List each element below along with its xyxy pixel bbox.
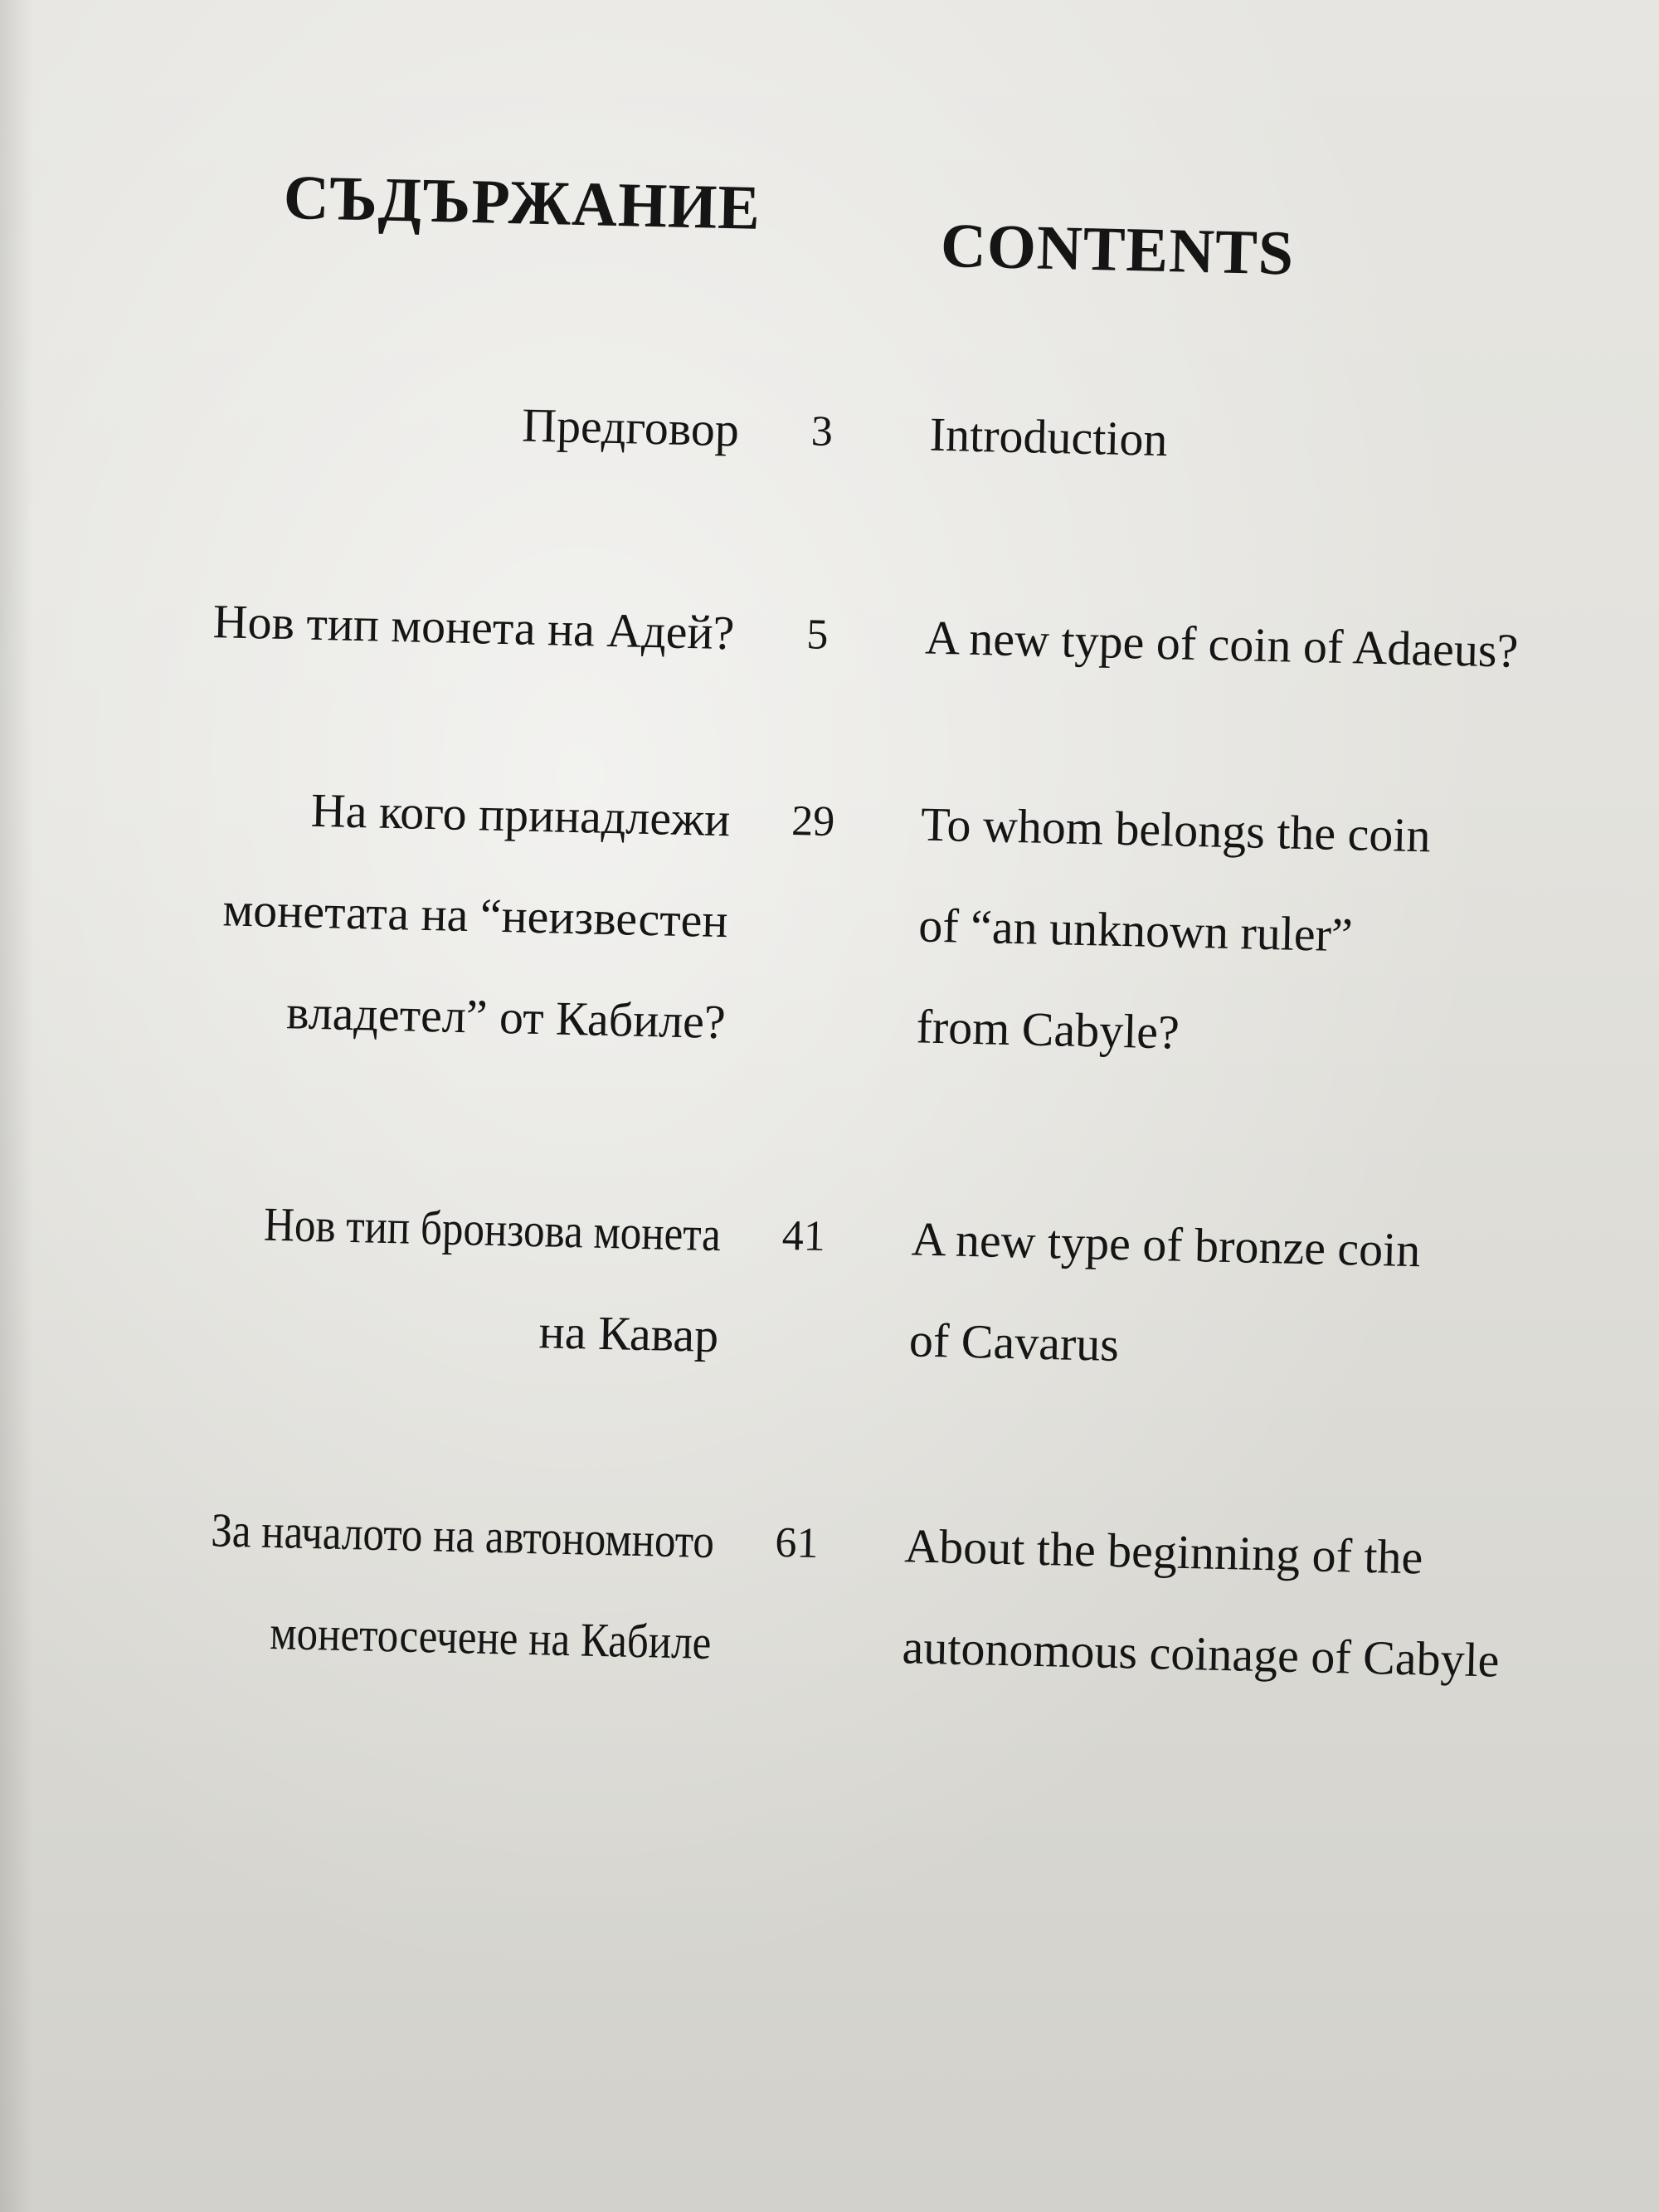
english-line: of Cavarus [908,1313,1120,1372]
bulgarian-line-text: За началото на автономното [210,1503,715,1569]
entry-title-bulgarian [521,374,740,480]
bulgarian-line: Нов тип монета на Адей? [212,594,736,660]
bulgarian-line: Предговор [521,397,740,457]
english-line: About the beginning of the [903,1518,1424,1585]
english-line: A new type of coin of Adaeus? [924,610,1520,678]
toc-entry [11,363,1659,467]
bulgarian-line: владетел” от Кабиле? [285,985,727,1050]
english-line: autonomous coinage of Cabyle [901,1620,1501,1688]
toc-entry [6,566,1659,678]
bulgarian-line: На кого принадлежи [310,782,731,847]
entry-title-bulgarian [198,1172,722,1386]
toc-entry [0,1474,1644,1688]
toc-entry [2,753,1659,1060]
bulgarian-line [201,1172,722,1285]
page-number: 41 [781,1211,826,1261]
english-line: from Cabyle? [915,999,1180,1060]
english-line: To whom belongs the coin [920,797,1432,863]
english-line: A new type of bronze coin [911,1211,1422,1278]
english-line: Introduction [929,407,1169,467]
toc-entry [0,1167,1651,1372]
bulgarian-line-text: Нов тип бронзова монета [263,1196,722,1262]
bulgarian-line [139,1579,713,1693]
english-line: of “an unknown ruler” [917,898,1354,962]
entry-title-english [915,774,1432,1089]
heading-english: CONTENTS [940,210,1295,289]
entry-title-english [901,1495,1502,1711]
page-number: 61 [774,1518,820,1567]
page-number: 5 [805,611,829,659]
entry-title-bulgarian [212,571,735,684]
bulgarian-line [141,1478,715,1592]
bulgarian-line: на Кавар [538,1304,719,1363]
heading-bulgarian: СЪДЪРЖАНИЕ [282,162,761,243]
entry-title-english [928,384,1168,490]
entry-title-english [924,587,1520,702]
bulgarian-line: монетата на “неизвестен [221,882,729,948]
page-number: 3 [810,407,834,456]
entry-title-bulgarian [220,758,732,1073]
page-number: 29 [791,797,835,846]
entry-title-english [908,1188,1422,1402]
entry-title-bulgarian [139,1478,715,1693]
bulgarian-line-text: монетосечене на Кабиле [270,1605,713,1670]
